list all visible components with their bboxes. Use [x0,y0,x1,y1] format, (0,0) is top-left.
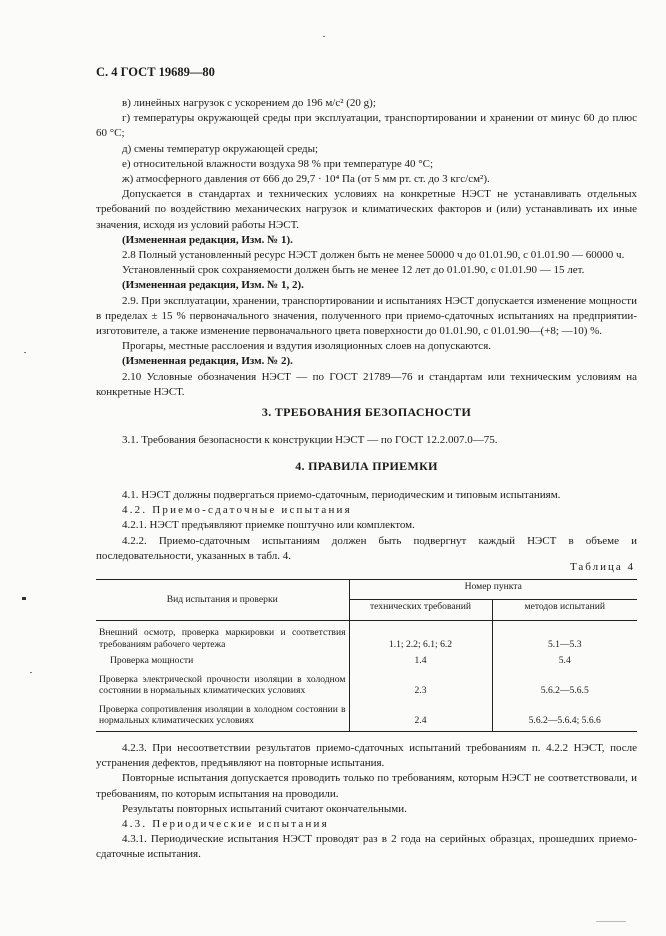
text-block-sec3 [96,433,637,448]
paragraph-2-10: 2.10 Условные обозначения НЭСТ — по ГОСТ 21789—76 и стандартам или техническим условиям на конкретные НЭСТ. [96,370,637,398]
scan-speck [24,352,26,353]
table-cell-requirement: 1.4 [349,651,492,668]
paragraph-3-1: 3.1. Требования безопасности к конструкции НЭСТ — по ГОСТ 12.2.007.0—75. [122,434,498,446]
paragraph: Установленный срок сохраняемости должен быть не менее 12 лет до 01.01.90, с 01.01.90 — 15 лет. [122,264,585,277]
table-cell-method: 5.4 [558,655,571,666]
table-cell-method: 5.6.2—5.6.5 [540,685,589,696]
table-row [96,698,637,732]
table-row [96,621,637,652]
table-row [96,668,637,698]
list-item: в) линейных нагрузок с ускорением до 196 м/с² (20 g); [122,97,376,109]
table-cell-test: Проверка сопротивления изоляции в холодном состоянии в нормальных климатических условиях [96,698,349,732]
table-header-methods: методов испытаний [492,599,637,620]
table-cell-requirement: 1.1; 2.2; 6.1; 6.2 [349,621,492,652]
revision-note: (Измененная редакция, Изм. № 1, 2). [122,279,304,292]
table-cell-test: Проверка электрической прочности изоляции в холодном состоянии в нормальных климатических условиях [96,668,349,698]
table-cell-test: Проверка мощности [96,651,349,668]
scan-speck [596,921,626,922]
paragraph-4-2-2: 4.2.2. Приемо-сдаточным испытаниям должен быть подвергнут каждый НЭСТ в объеме и последовательности, указанных в табл. 4. [96,534,637,562]
table-4 [96,579,637,732]
section-3-title: 3. ТРЕБОВАНИЯ БЕЗОПАСНОСТИ [261,405,472,419]
list-item: д) смены температур окружающей среды; [122,142,319,155]
section-4-title: 4. ПРАВИЛА ПРИЕМКИ [295,459,438,473]
text-block-sec4 [96,488,637,564]
page-header: С. 4 ГОСТ 19689—80 [96,65,215,79]
scan-speck [323,36,325,37]
paragraph-2-9: 2.9. При эксплуатации, хранении, транспортировании и испытаниях НЭСТ допускается изменение мощности в пределах ± 15 % первоначального значения, полученного при приемо-сдаточных испытаниях на предприятии-изготовителе, а также изменение первоначального цвета поверхности до 01.01.90, с 01.01.90—(+8; —10) %. [96,294,637,338]
table-header-requirements: технических требований [349,599,492,620]
paragraph: Допускается в стандартах и технических условиях на конкретные НЭСТ не устанавливать отдельных требований по воздействию механических нагрузок и климатических факторов и (или) устанавливать их иные значения, исходя из условий работы НЭСТ. [96,188,637,231]
text-block-top [96,96,637,400]
paragraph-4-3: 4.3. Периодические испытания [122,818,329,831]
table-row [96,651,637,668]
paragraph-4-2-3: 4.2.3. При несоответствии результатов приемо-сдаточных испытаний требованиям п. 4.2.2 НЭСТ, после устранения дефектов, предъявляют на повторные испытания. [96,742,637,770]
paragraph-4-2: 4.2. Приемо-сдаточные испытания [122,504,352,517]
table-cell-method: 5.6.2—5.6.4; 5.6.6 [492,698,637,732]
paragraph: Прогары, местные расслоения и вздутия изоляционных слоев на допускаются. [122,340,491,353]
scan-speck [30,672,32,673]
paragraph: Результаты повторных испытаний считают окончательными. [122,802,407,815]
paragraph-4-2-1: 4.2.1. НЭСТ предъявляют приемке поштучно или комплектом. [122,519,415,532]
list-item: ж) атмосферного давления от 666 до 29,7 · 10⁴ Па (от 5 мм рт. ст. до 3 кгс/см²). [122,173,490,186]
list-item: е) относительной влажности воздуха 98 % при температуре 40 °С; [122,157,434,170]
table-cell-test: Внешний осмотр, проверка маркировки и соответствия требованиям рабочего чертежа [96,621,349,652]
table-cell-method: 5.1—5.3 [547,638,582,650]
list-item: г) температуры окружающей среды при эксплуатации, транспортировании и хранении от минус 60 до плюс 60 °С; [96,112,637,140]
paragraph: Повторные испытания допускается проводить только по требованиям, которым НЭСТ не соответствовали, и требованиям, по которым испытания на проводили. [96,772,637,800]
table-header-clause: Номер пункта [349,580,637,600]
text-block-bottom [96,741,637,863]
scan-speck [22,597,26,600]
table-caption: Таблица 4 [569,561,635,573]
paragraph-4-3-1: 4.3.1. Периодические испытания НЭСТ проводят раз в 2 года на серийных образцах, прошедших приемо-сдаточные испытания. [96,833,637,861]
revision-note: (Измененная редакция, Изм. № 1). [122,233,293,246]
paragraph-2-8: 2.8 Полный установленный ресурс НЭСТ должен быть не менее 50000 ч до 01.01.90, с 01.01.90 — 60000 ч. [122,249,625,262]
paragraph-4-1: 4.1. НЭСТ должны подвергаться приемо-сдаточным, периодическим и типовым испытаниям. [122,489,561,501]
table-cell-requirement: 2.3 [349,668,492,698]
table-header-tests: Вид испытания и проверки [96,580,349,621]
table-cell-requirement: 2.4 [349,698,492,732]
revision-note: (Измененная редакция, Изм. № 2). [122,355,293,368]
